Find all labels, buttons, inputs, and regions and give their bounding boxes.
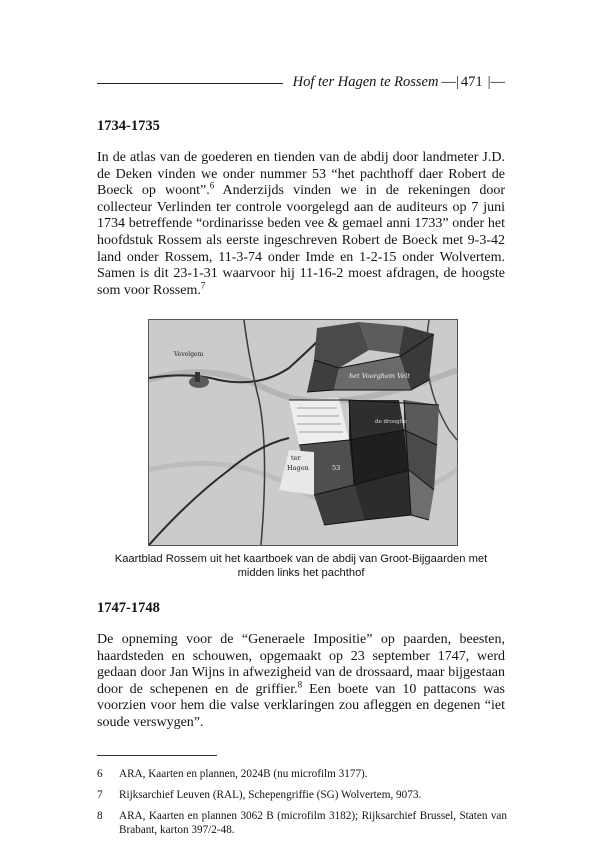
- map-image: [149, 320, 457, 545]
- map-label-top: Vevelgem: [174, 351, 204, 358]
- map-label-number: 53: [332, 464, 341, 472]
- footnote-ref-7[interactable]: 7: [200, 280, 206, 291]
- footnote-ref-6[interactable]: 6: [209, 180, 215, 191]
- footnote-ref-8[interactable]: 8: [297, 679, 303, 690]
- map-figure: [148, 319, 458, 546]
- footnote-7: [97, 789, 507, 803]
- paragraph-1747: [97, 632, 505, 732]
- footnote-number: 8: [97, 810, 103, 822]
- map-label-mid: de drooghe: [375, 419, 407, 425]
- header-rule: [97, 83, 283, 84]
- footnote-number: 6: [97, 768, 103, 780]
- header-title: Hof ter Hagen te Rossem: [292, 74, 439, 90]
- footnote-rule: [97, 755, 217, 756]
- header-separator: —|: [441, 74, 459, 90]
- footnote-6: [97, 768, 507, 782]
- page-number: 471: [460, 74, 483, 90]
- footnote-text: Rijksarchief Leuven (RAL), Schepengriffie (SG) Wolvertem, 9073.: [119, 789, 422, 801]
- figure-caption: Kaartblad Rossem uit het kaartboek van de abdij van Groot-Bijgaarden met midden links het pachthof: [114, 553, 488, 579]
- section-heading-1747: 1747-1748: [97, 600, 160, 616]
- map-label-hagen: Hagen: [287, 464, 309, 472]
- section-heading-1734: 1734-1735: [97, 118, 160, 134]
- running-header: [97, 74, 505, 91]
- paragraph-text: De opneming voor de “Generaele Impositie” op paarden, beesten, haardsteden en schouwen, opgemaakt op 23 september 1747, werd gedaan door Jan Wijns in afwezigheid van de drossaard, maar bijgestaan door de schepenen en de griffier.: [97, 632, 505, 697]
- map-label-field: het Voorghem Velt: [349, 372, 410, 380]
- footnote-number: 7: [97, 789, 103, 801]
- footnote-text: ARA, Kaarten en plannen, 2024B (nu microfilm 3177).: [119, 768, 368, 780]
- header-closer: |—: [487, 74, 505, 90]
- paragraph-1734: [97, 150, 505, 299]
- footnote-text: ARA, Kaarten en plannen 3062 B (microfilm 3182); Rijksarchief Brussel, Staten van Brabant, karton 397/2-48.: [119, 810, 507, 836]
- paragraph-text: Anderzijds vinden we in de rekeningen door collecteur Verlinden ter controle voorgelegd aan de auditeurs op 7 juni 1734 betreffende “ordinarisse beden vee & gemael anni 1733” onder het hoofdstuk Rossem als eerste ingeschreven Robert de Boeck met 9-3-42 land onder Rossem, 11-3-74 onder Imde en 1-2-15 onder Wolvertem. Samen is dit 23-1-31 waarvoor hij 11-16-2 moest afdragen, de hoogste som voor Rossem.: [97, 183, 505, 298]
- map-label-ter: ter: [291, 454, 301, 462]
- footnote-8: [97, 810, 507, 837]
- paragraph-text: In de atlas van de goederen en tienden van de abdij door landmeter J.D. de Deken vinden we onder nummer 53 “het pachthoff daer Robert de Boeck op woont”.: [97, 150, 505, 199]
- paragraph-text: Een boete van 10 pattacons was voorzien voor hem die valse verklaringen zou afleggen en degenen “iet soude verswygen”.: [97, 681, 505, 730]
